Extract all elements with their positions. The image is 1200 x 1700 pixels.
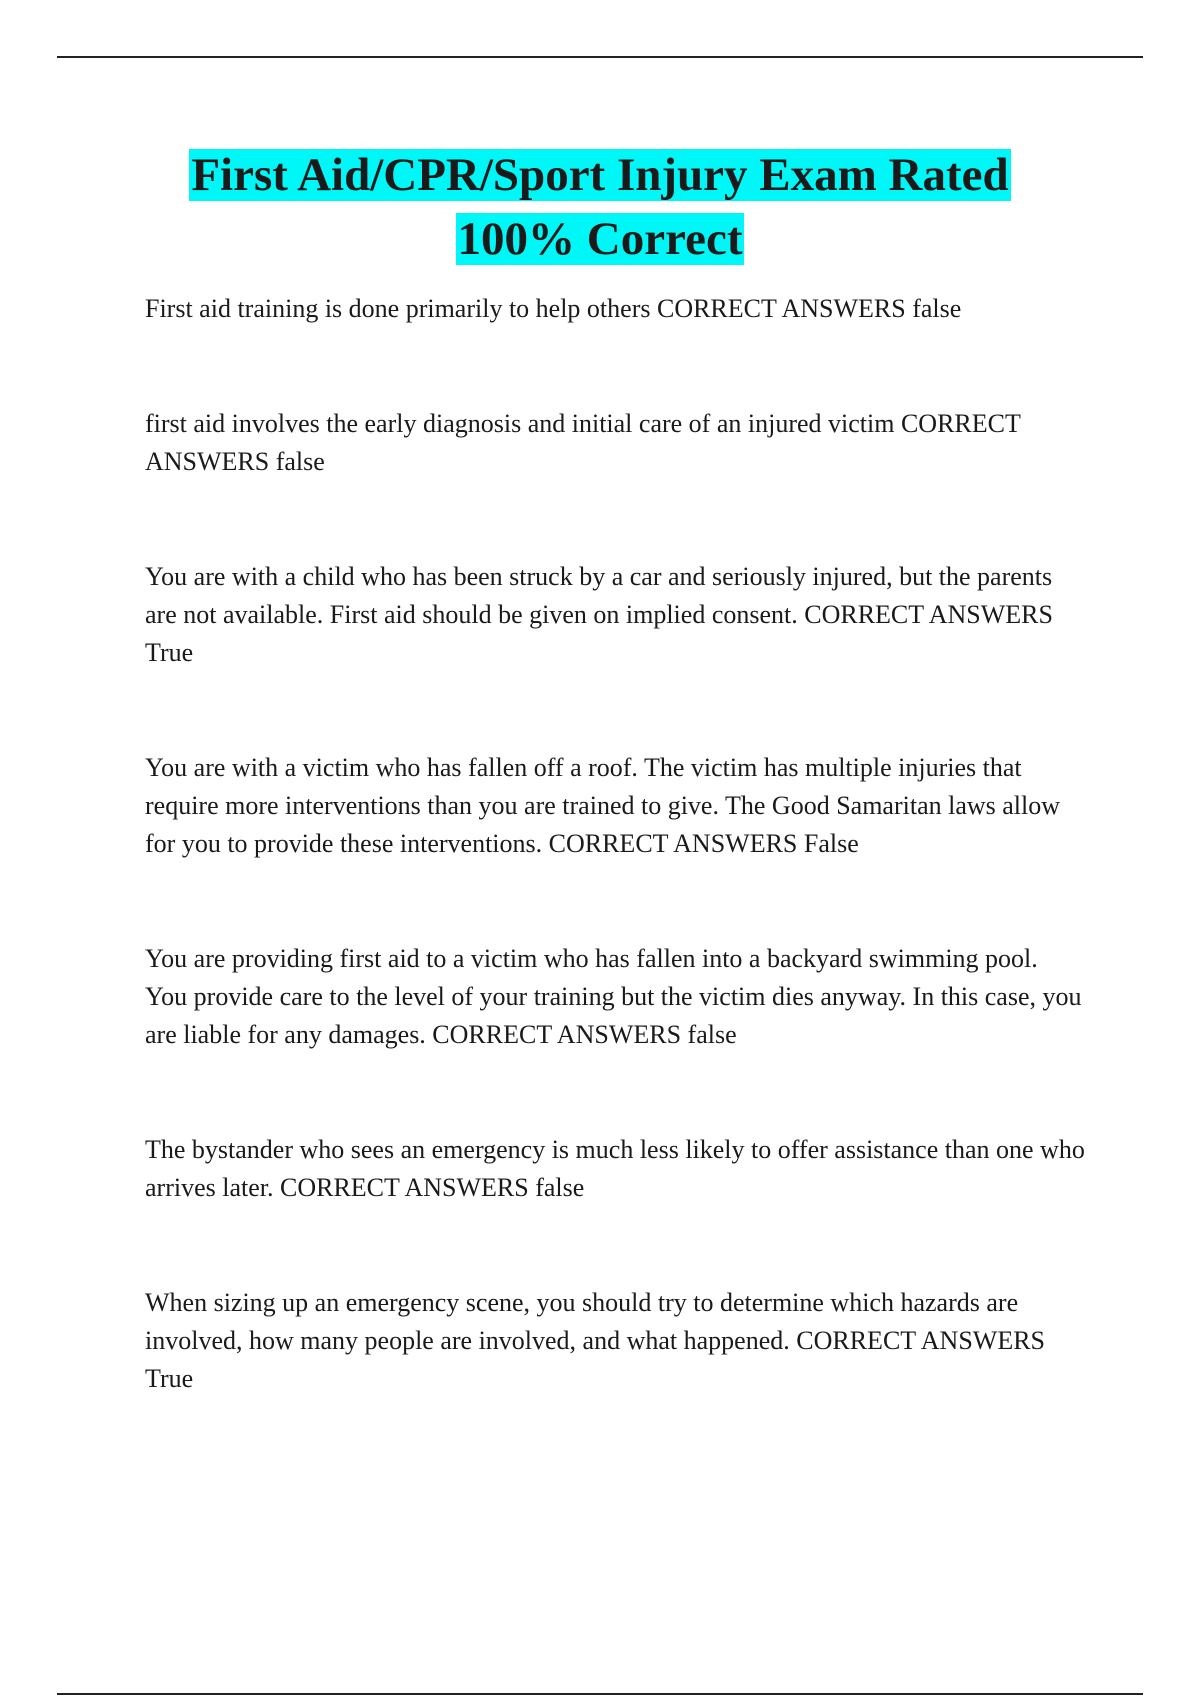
title-line-2: 100% Correct [457, 213, 743, 265]
qa-list [145, 290, 1085, 1475]
qa-item: You are with a victim who has fallen off a roof. The victim has multiple injuries that require more interventions than you are trained to give. The Good Samaritan laws allow for you to provide these interventions. CORRECT ANSWERS False [145, 753, 1061, 858]
qa-item: You are providing first aid to a victim who has fallen into a backyard swimming pool. You provide care to the level of your training but the victim dies anyway. In this case, you are liable for any damages. CORRECT ANSWERS false [145, 944, 1082, 1049]
qa-item: first aid involves the early diagnosis and initial care of an injured victim CORRECT ANSWERS false [145, 409, 1021, 476]
bottom-rule [57, 1693, 1143, 1695]
qa-item: The bystander who sees an emergency is much less likely to offer assistance than one who arrives later. CORRECT ANSWERS false [145, 1135, 1085, 1202]
qa-item: You are with a child who has been struck by a car and seriously injured, but the parents are not available. First aid should be given on implied consent. CORRECT ANSWERS True [145, 562, 1053, 667]
page-title [0, 143, 1200, 271]
qa-item: When sizing up an emergency scene, you should try to determine which hazards are involved, how many people are involved, and what happened. CORRECT ANSWERS True [145, 1288, 1045, 1393]
title-line-1: First Aid/CPR/Sport Injury Exam Rated [191, 149, 1009, 201]
top-rule [57, 56, 1143, 58]
qa-item: First aid training is done primarily to help others CORRECT ANSWERS false [145, 294, 962, 323]
